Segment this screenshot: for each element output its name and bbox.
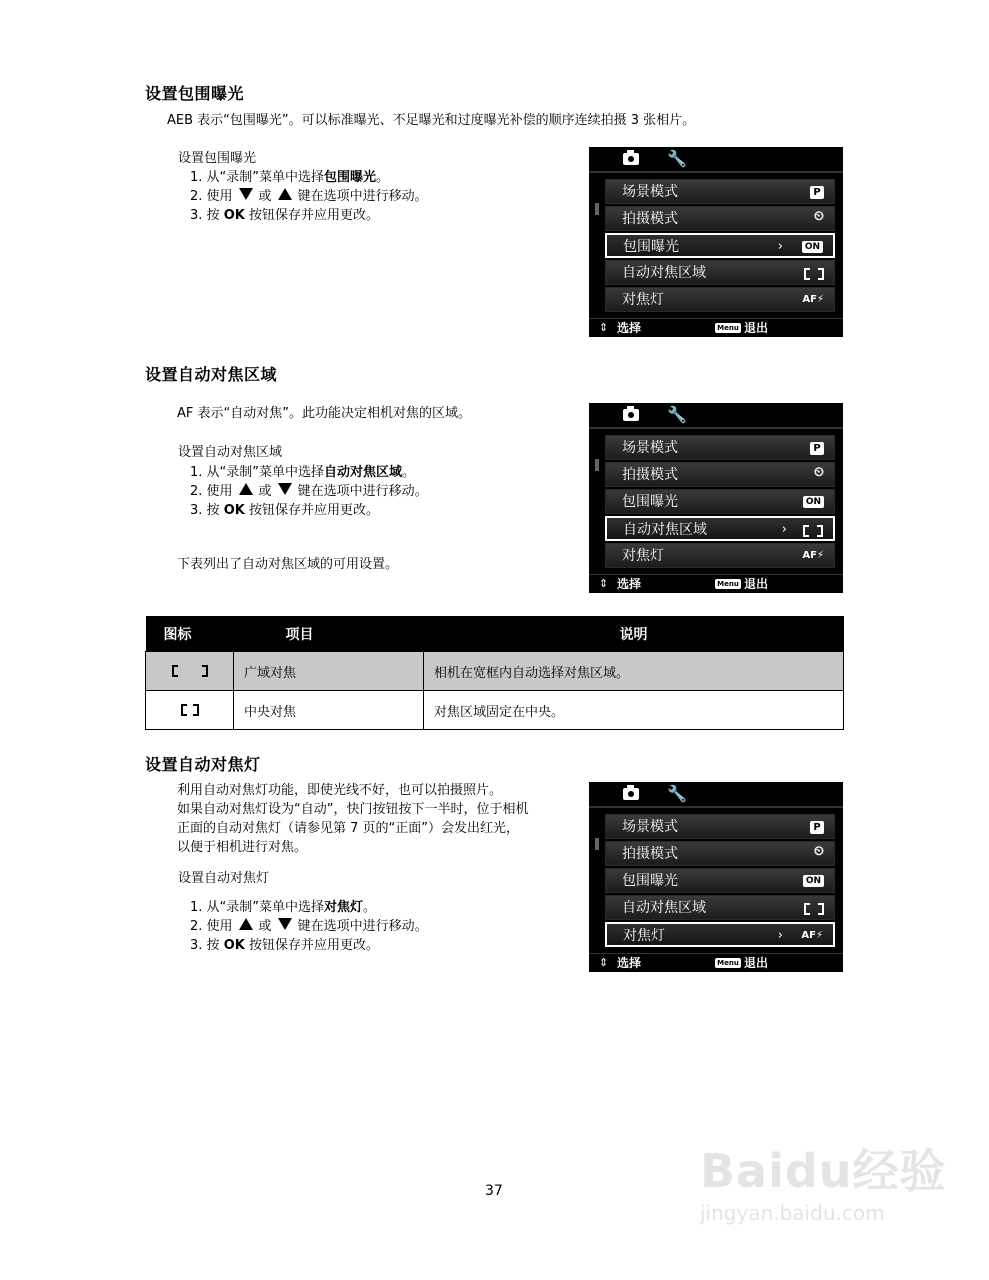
af-steps bbox=[190, 463, 428, 520]
af-lamp-icon: AF⚡ bbox=[802, 294, 824, 305]
self-timer-icon: ⏲ bbox=[813, 465, 824, 480]
page-number: 37 bbox=[485, 1183, 503, 1199]
menu-item-scene-mode[interactable]: 场景模式 P bbox=[605, 435, 835, 460]
down-arrow-icon bbox=[278, 918, 292, 930]
step-2: 2. 使用 或 键在选项中进行移动。 bbox=[190, 484, 428, 499]
menu-item-af-area[interactable]: 自动对焦区域 bbox=[605, 895, 835, 920]
camera-menu-screen-3: 🔧 场景模式 P 拍摄模式 ⏲ 包围曝光 ON 自动对焦区域 对焦灯 › AF⚡ ⇕ 选择 Menu 退出 bbox=[589, 782, 843, 972]
center-focus-icon bbox=[146, 691, 234, 730]
step-2: 2. 使用 或 键在选项中进行移动。 bbox=[190, 189, 428, 204]
table-row bbox=[146, 691, 844, 730]
camera-icon bbox=[623, 788, 639, 800]
menu-button-icon: Menu bbox=[715, 958, 741, 968]
step-2: 2. 使用 或 键在选项中进行移动。 bbox=[190, 919, 428, 934]
menu-button-icon: Menu bbox=[715, 323, 741, 333]
menu-item-scene-mode[interactable]: 场景模式 P bbox=[605, 814, 835, 839]
wrench-icon: 🔧 bbox=[667, 405, 687, 424]
step-3: 3. 按 OK 按钮保存并应用更改。 bbox=[190, 938, 379, 953]
lamp-p1: 利用自动对焦灯功能，即使光线不好，也可以拍摄照片。 bbox=[177, 783, 503, 798]
updown-icon: ⇕ bbox=[599, 321, 609, 334]
menu-item-af-area[interactable]: 自动对焦区域 › bbox=[605, 516, 835, 541]
section-heading-af-lamp: 设置自动对焦灯 bbox=[145, 755, 261, 774]
af-intro: AF 表示“自动对焦”。此功能决定相机对焦的区域。 bbox=[177, 406, 471, 421]
baidu-watermark bbox=[700, 1135, 947, 1225]
wrench-icon: 🔧 bbox=[667, 149, 687, 168]
header-desc: 说明 bbox=[424, 616, 844, 652]
aeb-steps bbox=[190, 168, 428, 225]
af-lamp-icon: AF⚡ bbox=[801, 930, 823, 941]
lamp-p4: 以便于相机进行对焦。 bbox=[177, 840, 308, 855]
step-3: 3. 按 OK 按钮保存并应用更改。 bbox=[190, 503, 379, 518]
step-3: 3. 按 OK 按钮保存并应用更改。 bbox=[190, 208, 379, 223]
up-arrow-icon bbox=[239, 918, 253, 930]
menu-item-scene-mode[interactable]: 场景模式 P bbox=[605, 179, 835, 204]
updown-icon: ⇕ bbox=[599, 956, 609, 969]
wide-focus-icon bbox=[146, 652, 234, 691]
menu-item-af-lamp[interactable]: 对焦灯 AF⚡ bbox=[605, 287, 835, 312]
header-icon: 图标 bbox=[146, 616, 234, 652]
camera-menu-screen-1: 🔧 场景模式 P 拍摄模式 ⏲ 包围曝光 › ON 自动对焦区域 对焦灯 AF⚡ ⇕ 选择 Menu 退出 bbox=[589, 147, 843, 337]
lamp-steps bbox=[190, 898, 428, 955]
self-timer-icon: ⏲ bbox=[813, 844, 824, 859]
aeb-intro: AEB 表示“包围曝光”。可以标准曝光、不足曝光和过度曝光补偿的顺序连续拍摄 3 张相片。 bbox=[167, 113, 696, 128]
menu-item-shoot-mode[interactable]: 拍摄模式 ⏲ bbox=[605, 841, 835, 866]
table-row bbox=[146, 652, 844, 691]
on-badge: ON bbox=[803, 496, 824, 508]
lamp-p3: 正面的自动对焦灯（请参见第 7 页的“正面”）会发出红光， bbox=[177, 821, 520, 836]
focus-bracket-icon bbox=[804, 268, 824, 278]
p-mode-icon: P bbox=[810, 186, 824, 199]
section-heading-af-area: 设置自动对焦区域 bbox=[145, 365, 278, 384]
watermark-url: jingyan.baidu.com bbox=[700, 1201, 885, 1225]
aeb-subheading: 设置包围曝光 bbox=[178, 151, 257, 166]
camera-menu-screen-2: 🔧 场景模式 P 拍摄模式 ⏲ 包围曝光 ON 自动对焦区域 › 对焦灯 AF⚡ ⇕ 选择 Menu 退出 bbox=[589, 403, 843, 593]
desc-cell: 相机在宽框内自动选择对焦区域。 bbox=[424, 652, 844, 691]
lamp-p2: 如果自动对焦灯设为“自动”，快门按钮按下一半时，位于相机 bbox=[177, 802, 529, 817]
down-arrow-icon bbox=[278, 483, 292, 495]
step-1: 1. 从“录制”菜单中选择对焦灯。 bbox=[190, 900, 377, 915]
lamp-subheading: 设置自动对焦灯 bbox=[178, 871, 270, 886]
self-timer-icon: ⏲ bbox=[813, 209, 824, 224]
af-lamp-icon: AF⚡ bbox=[802, 550, 824, 561]
on-badge: ON bbox=[802, 241, 823, 253]
focus-bracket-icon bbox=[804, 903, 824, 913]
menu-item-aeb[interactable]: 包围曝光 › ON bbox=[605, 233, 835, 258]
camera-icon bbox=[623, 153, 639, 165]
p-mode-icon: P bbox=[810, 442, 824, 455]
menu-item-af-area[interactable]: 自动对焦区域 bbox=[605, 260, 835, 285]
menu-item-aeb[interactable]: 包围曝光 ON bbox=[605, 489, 835, 514]
section-heading-aeb: 设置包围曝光 bbox=[145, 84, 245, 103]
menu-item-shoot-mode[interactable]: 拍摄模式 ⏲ bbox=[605, 462, 835, 487]
up-arrow-icon bbox=[239, 483, 253, 495]
menu-button-icon: Menu bbox=[715, 579, 741, 589]
step-1: 1. 从“录制”菜单中选择自动对焦区域。 bbox=[190, 465, 416, 480]
step-1: 1. 从“录制”菜单中选择包围曝光。 bbox=[190, 170, 390, 185]
menu-item-aeb[interactable]: 包围曝光 ON bbox=[605, 868, 835, 893]
focus-bracket-icon bbox=[803, 525, 823, 535]
menu-item-af-lamp[interactable]: 对焦灯 AF⚡ bbox=[605, 543, 835, 568]
item-cell: 广域对焦 bbox=[234, 652, 424, 691]
af-subheading: 设置自动对焦区域 bbox=[178, 445, 283, 460]
wrench-icon: 🔧 bbox=[667, 784, 687, 803]
up-arrow-icon bbox=[278, 188, 292, 200]
header-item: 项目 bbox=[234, 616, 424, 652]
menu-item-shoot-mode[interactable]: 拍摄模式 ⏲ bbox=[605, 206, 835, 231]
af-area-table bbox=[145, 616, 844, 730]
menu-item-af-lamp[interactable]: 对焦灯 › AF⚡ bbox=[605, 922, 835, 947]
desc-cell: 对焦区域固定在中央。 bbox=[424, 691, 844, 730]
watermark-brand: Baidu经验 bbox=[700, 1144, 947, 1198]
p-mode-icon: P bbox=[810, 821, 824, 834]
down-arrow-icon bbox=[239, 188, 253, 200]
camera-icon bbox=[623, 409, 639, 421]
table-note: 下表列出了自动对焦区域的可用设置。 bbox=[177, 557, 399, 572]
updown-icon: ⇕ bbox=[599, 577, 609, 590]
on-badge: ON bbox=[803, 875, 824, 887]
item-cell: 中央对焦 bbox=[234, 691, 424, 730]
